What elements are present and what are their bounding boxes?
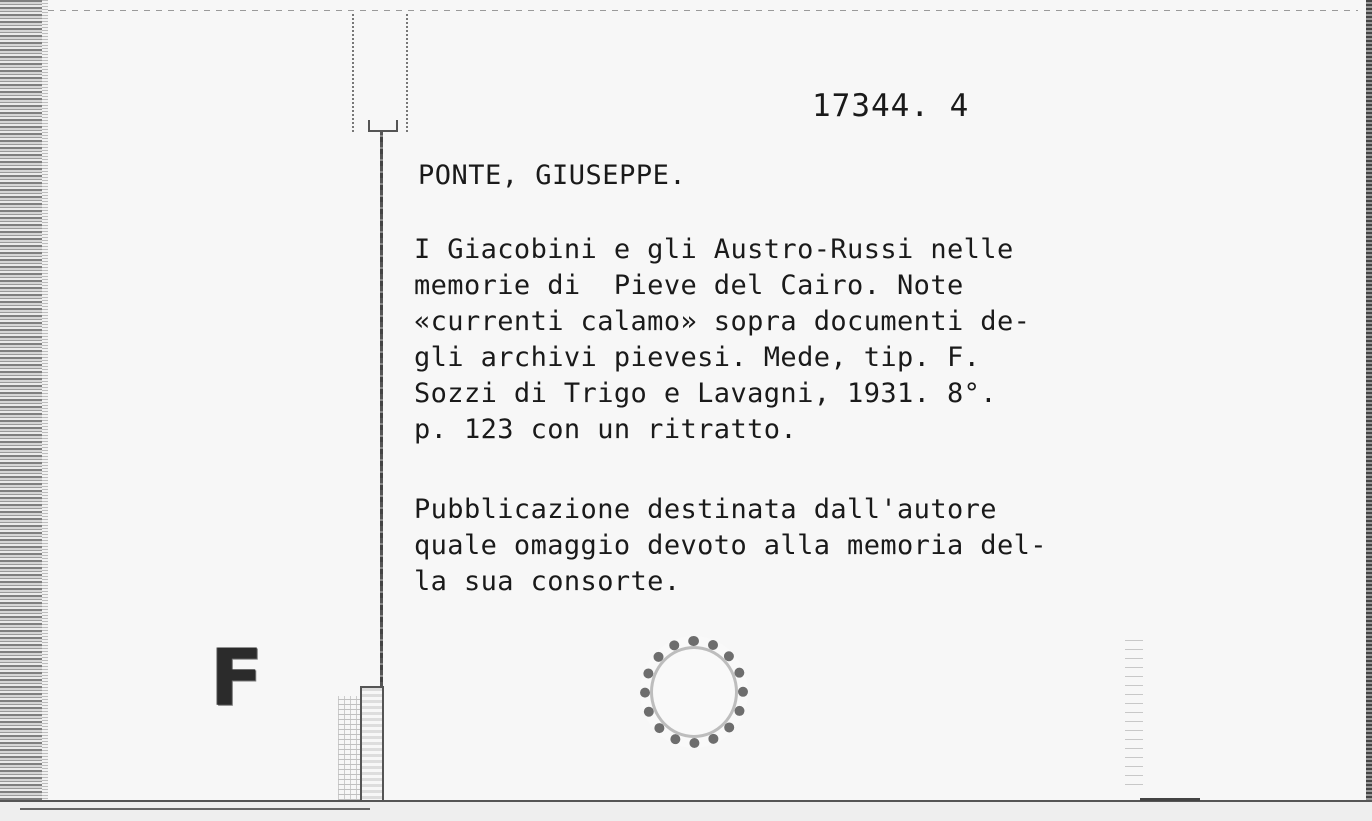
- author-heading: PONTE, GIUSEPPE.: [418, 160, 687, 191]
- scan-noise-dots: [1125, 640, 1143, 790]
- card-top-edge: [48, 10, 1358, 11]
- entry-line: «currenti calamo» sopra documenti de-: [414, 306, 1031, 337]
- card-fold-bottom: [330, 686, 400, 802]
- entry-line: I Giacobini e gli Austro-Russi nelle: [414, 234, 1014, 265]
- bibliographic-entry: [414, 232, 1030, 448]
- stamp-letter-f: [210, 634, 264, 724]
- note-line: Pubblicazione destinata dall'autore: [414, 494, 997, 525]
- note-line: quale omaggio devoto alla memoria del-: [414, 530, 1047, 561]
- entry-line: Sozzi di Trigo e Lavagni, 1931. 8°.: [414, 378, 997, 409]
- stamp-letter-glyph: F: [210, 634, 264, 724]
- card-bottom-mark: [1140, 798, 1200, 801]
- call-number: 17344. 4: [812, 88, 970, 124]
- fold-stub: [360, 686, 384, 802]
- entry-line: memorie di Pieve del Cairo. Note: [414, 270, 964, 301]
- card-bottom-rule: [20, 808, 370, 810]
- publication-note: [414, 492, 1047, 600]
- punch-hole-icon: [640, 636, 748, 748]
- scan-left-edge: [0, 0, 42, 821]
- scan-right-edge: [1366, 0, 1372, 821]
- entry-line: p. 123 con un ritratto.: [414, 414, 798, 445]
- card-fold-top: [352, 14, 408, 132]
- card-bottom-edge: [0, 800, 1372, 821]
- entry-line: gli archivi pievesi. Mede, tip. F.: [414, 342, 981, 373]
- note-line: la sua consorte.: [414, 566, 681, 597]
- scan-left-edge-shadow: [42, 0, 48, 821]
